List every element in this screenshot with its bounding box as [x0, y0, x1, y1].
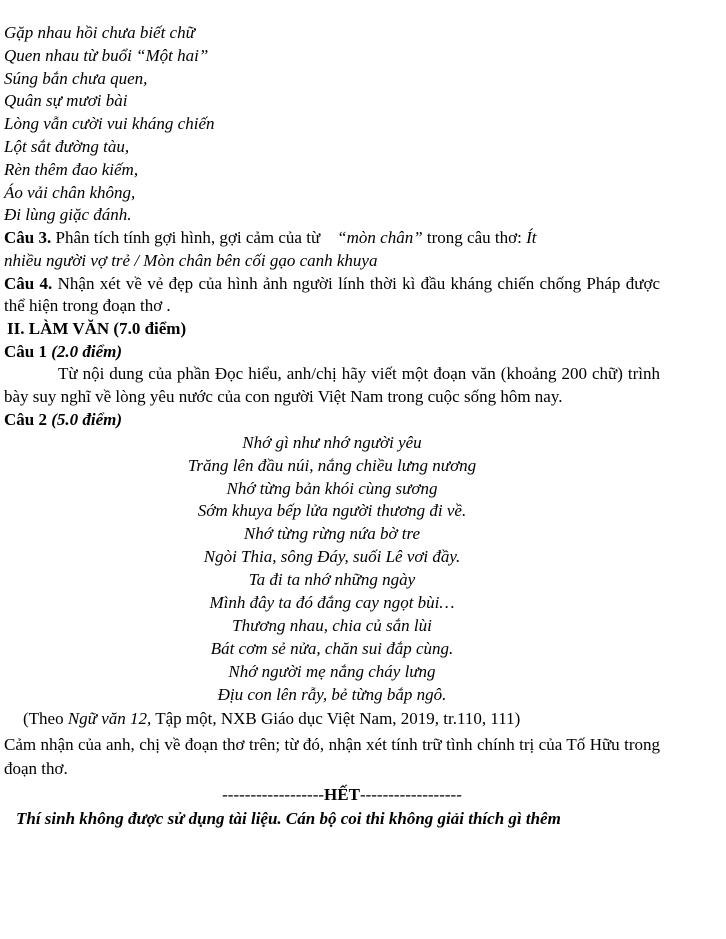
poem1-line: Đi lùng giặc đánh. [4, 205, 132, 225]
section-2-title: II. LÀM VĂN (7.0 điểm) [7, 318, 187, 338]
footer-note: Thí sinh không được sử dụng tài liệu. Cán bộ coi thi không giải thích gì thêm [16, 809, 561, 829]
poem2-line: Mình đây ta đó đắng cay ngọt bùi… [209, 593, 455, 613]
question-3-text: Phân tích tính gợi hình, gợi cảm của từ [51, 228, 325, 248]
question-4-label: Câu 4. [4, 273, 53, 293]
question-4-text: Nhận xét về vẻ đẹp của hình ảnh người lính thời kì đầu kháng chiến chống Pháp được thể hiện trong đoạn thơ . [4, 273, 660, 316]
poem1-line: Lột sắt đường tàu, [4, 136, 130, 156]
poem-excerpt-1 [4, 22, 660, 227]
cau-1-points: (2.0 điểm) [51, 341, 123, 361]
poem2-line: Ta đi ta nhớ những ngày [248, 570, 416, 590]
poem2-line: Địu con lên rẫy, bẻ từng bắp ngô. [217, 684, 447, 704]
cau-1-heading [4, 341, 660, 364]
question-3-quote: “mòn chân” [337, 228, 423, 248]
question-4 [4, 273, 660, 318]
end-dashes-right: ------------------ [359, 784, 462, 804]
poem1-line: Gặp nhau hồi chưa biết chữ [4, 23, 195, 42]
question-3-verse: nhiều người vợ trẻ / Mòn chân bên cối gạo canh khuya [4, 250, 378, 270]
poem-excerpt-2 [4, 432, 660, 707]
poem1-line: Lòng vẫn cười vui kháng chiến [4, 114, 215, 134]
cau-1-prompt: Từ nội dung của phần Đọc hiểu, anh/chị hãy viết một đoạn văn (khoảng 200 chữ) trình bày suy nghĩ về lòng yêu nước của con người Việt Nam trong cuộc sống hôm nay. [4, 364, 660, 407]
source-book: Ngữ văn 12 [67, 708, 147, 728]
poem1-line: Súng bắn chưa quen, [4, 68, 148, 88]
cau-2-prompt: Cảm nhận của anh, chị về đoạn thơ trên; từ đó, nhận xét tính trữ tình chính trị của Tố Hữu trong đoạn thơ. [4, 734, 660, 778]
question-3-verse-start: Ít [526, 228, 537, 248]
cau-2-label: Câu 2 [4, 409, 52, 429]
question-3-text-after: trong câu thơ: [422, 228, 527, 248]
poem2-line: Nhớ từng rừng nứa bờ tre [243, 524, 421, 544]
poem2-line: Thương nhau, chia củ sắn lùi [232, 616, 432, 635]
poem2-line: Sớm khuya bếp lửa người thương đi về. [197, 501, 467, 521]
end-marker [4, 784, 660, 807]
poem2-line: Nhớ người mẹ nắng cháy lưng [228, 661, 436, 681]
poem-source [4, 707, 660, 730]
poem2-line: Trăng lên đầu núi, nắng chiều lưng nương [187, 455, 477, 475]
poem1-line: Rèn thêm đao kiếm, [4, 159, 139, 179]
poem1-line: Quân sự mươi bài [4, 91, 128, 111]
end-word: HẾT [324, 784, 360, 804]
source-rest: , Tập một, NXB Giáo dục Việt Nam, 2019, tr.110, 111) [147, 708, 521, 728]
cau-2-heading [4, 409, 660, 432]
poem1-line: Áo vải chân không, [4, 182, 136, 202]
poem2-line: Ngòi Thia, sông Đáy, suối Lê vơi đầy. [203, 547, 461, 567]
cau-1-label: Câu 1 [4, 341, 52, 361]
poem2-line: Nhớ gì như nhớ người yêu [242, 432, 422, 452]
poem2-line: Nhớ từng bản khói cùng sương [226, 478, 438, 498]
cau-2-points: (5.0 điểm) [51, 409, 123, 429]
poem1-line: Quen nhau từ buổi “Một hai” [4, 45, 209, 65]
source-open: (Theo [23, 708, 68, 728]
end-dashes-left: ------------------ [222, 784, 325, 804]
question-3 [4, 227, 660, 273]
question-3-label: Câu 3. [4, 228, 52, 248]
poem2-line: Bát cơm sẻ nửa, chăn sui đắp cùng. [210, 638, 454, 658]
exam-page [4, 22, 660, 831]
